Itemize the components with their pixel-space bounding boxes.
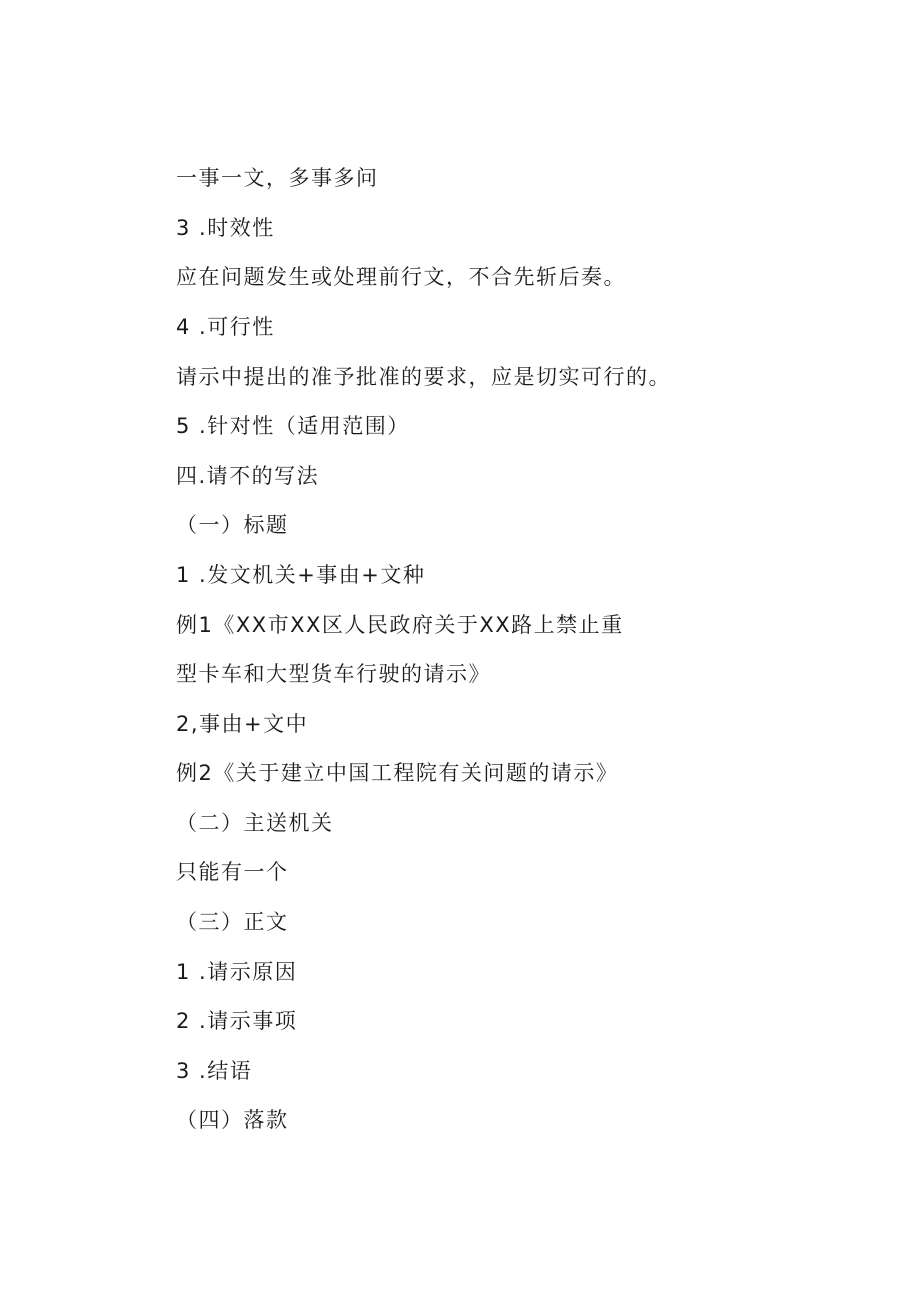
- chapter-heading: 四.请不的写法: [176, 464, 320, 488]
- list-item: 3 .结语: [176, 1059, 253, 1083]
- subsection-heading: （四）落款: [176, 1108, 289, 1132]
- subsection-heading: （三）正文: [176, 910, 289, 934]
- text-line: 应在问题发生或处理前行文，不合先斩后奏。: [176, 265, 626, 289]
- list-item: 1 .发文机关+事由+文种: [176, 563, 426, 587]
- example-text: 例1《XX市XX区人民政府关于XX路上禁止重: [176, 613, 624, 637]
- section-heading: 4 .可行性: [176, 315, 275, 339]
- list-item: 2 .请示事项: [176, 1009, 298, 1033]
- text-line: 只能有一个: [176, 860, 289, 884]
- section-heading: 3 .时效性: [176, 216, 275, 240]
- subsection-heading: （二）主送机关: [176, 811, 334, 835]
- example-text: 例2《关于建立中国工程院有关问题的请示》: [176, 761, 619, 785]
- list-item: 1 .请示原因: [176, 960, 298, 984]
- section-heading: 5 .针对性（适用范围）: [176, 414, 410, 438]
- text-line: 一事一文，多事多问: [176, 166, 379, 190]
- text-line: 请示中提出的准予批准的要求，应是切实可行的。: [176, 365, 671, 389]
- example-text: 型卡车和大型货车行驶的请示》: [176, 662, 491, 686]
- list-item: 2,事由+文中: [176, 712, 309, 736]
- subsection-heading: （一）标题: [176, 513, 289, 537]
